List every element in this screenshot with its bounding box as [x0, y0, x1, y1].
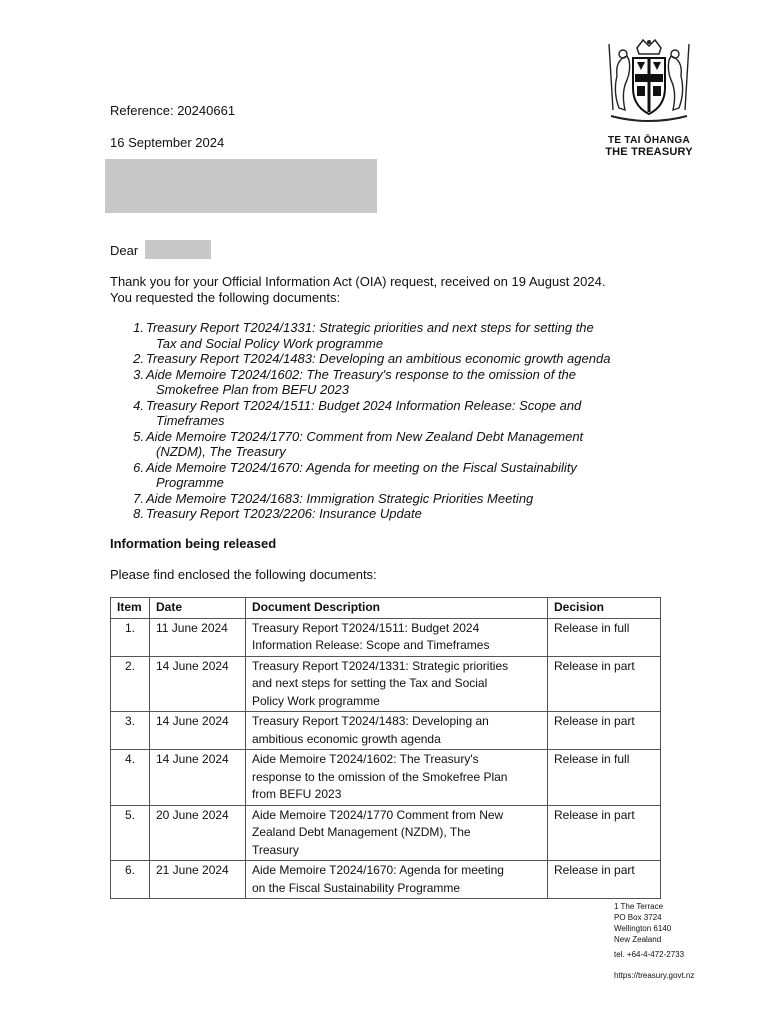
- desc-line: Treasury Report T2024/1511: Budget 2024: [252, 620, 480, 635]
- logo-maori-name: TE TAI ŌHANGA: [607, 135, 691, 146]
- cell-description: [246, 750, 548, 806]
- table-header-row: [111, 598, 661, 619]
- list-text: Treasury Report T2023/2206: Insurance Update: [146, 506, 422, 521]
- reference-number: Reference: 20240661: [110, 103, 236, 118]
- column-header-description: Document Description: [246, 598, 548, 619]
- desc-line: Treasury Report T2024/1483: Developing an: [252, 714, 489, 728]
- cell-description: [246, 712, 548, 750]
- address-line: Wellington 6140: [614, 924, 672, 933]
- list-text: Aide Memoire T2024/1683: Immigration Strategic Priorities Meeting: [146, 490, 534, 506]
- list-text: Programme: [156, 475, 224, 490]
- list-item: [128, 367, 668, 398]
- table-row: [111, 618, 661, 656]
- desc-line: and next steps for setting the Tax and Social: [252, 676, 488, 690]
- cell-item: 5.: [111, 805, 150, 861]
- cell-decision: Release in part: [548, 861, 661, 899]
- list-text: Tax and Social Policy Work programme: [156, 335, 384, 351]
- cell-item: 3.: [111, 712, 150, 750]
- cell-item: 4.: [111, 750, 150, 806]
- list-item: [128, 460, 668, 491]
- cell-date: 14 June 2024: [150, 712, 246, 750]
- redacted-name: [145, 240, 211, 259]
- cell-description: [246, 861, 548, 899]
- address-line: New Zealand: [614, 935, 662, 944]
- intro-line-1: Thank you for your Official Information Act (OIA) request, received on 19 August 2024.: [110, 274, 606, 289]
- cell-description: [246, 618, 548, 656]
- column-header-decision: Decision: [548, 598, 661, 619]
- list-number: 8.: [133, 506, 144, 521]
- redacted-address: [105, 159, 377, 213]
- cell-date: 14 June 2024: [150, 750, 246, 806]
- list-text: Treasury Report T2024/1511: Budget 2024 Information Release: Scope and: [146, 397, 582, 413]
- list-number: 1.: [133, 320, 144, 335]
- list-number: 2.: [133, 351, 144, 366]
- desc-line: Policy Work programme: [252, 693, 380, 708]
- list-item: [128, 398, 668, 429]
- list-text: Timeframes: [156, 413, 225, 428]
- section-heading: Information being released: [110, 536, 277, 551]
- enclosed-intro: Please find enclosed the following documents:: [110, 567, 377, 582]
- list-item: [128, 320, 668, 351]
- list-text: Treasury Report T2024/1483: Developing an ambitious economic growth agenda: [146, 351, 611, 366]
- list-text: Aide Memoire T2024/1670: Agenda for meeting on the Fiscal Sustainability: [146, 459, 577, 475]
- desc-line: Information Release: Scope and Timeframes: [252, 638, 490, 652]
- list-text: Aide Memoire T2024/1770: Comment from New Zealand Debt Management: [146, 428, 584, 444]
- table-row: [111, 805, 661, 861]
- coat-of-arms-icon: [597, 36, 701, 128]
- desc-line: from BEFU 2023: [252, 787, 342, 801]
- cell-item: 1.: [111, 618, 150, 656]
- table-row: [111, 861, 661, 899]
- list-number: 4.: [133, 397, 144, 413]
- desc-line: ambitious economic growth agenda: [252, 731, 441, 746]
- cell-date: 21 June 2024: [150, 861, 246, 899]
- footer-address: [614, 901, 694, 981]
- cell-item: 6.: [111, 861, 150, 899]
- desc-line: Aide Memoire T2024/1602: The Treasury's: [252, 752, 479, 766]
- column-header-date: Date: [150, 598, 246, 619]
- cell-decision: Release in part: [548, 805, 661, 861]
- website-link[interactable]: https://treasury.govt.nz: [614, 971, 695, 980]
- table-row: [111, 750, 661, 806]
- telephone: tel. +64-4-472-2733: [614, 950, 685, 959]
- table-row: [111, 712, 661, 750]
- cell-decision: Release in full: [548, 618, 661, 656]
- address-line: 1 The Terrace: [614, 902, 664, 911]
- list-text: Smokefree Plan from BEFU 2023: [156, 382, 349, 397]
- desc-line: Treasury Report T2024/1331: Strategic priorities: [252, 658, 509, 673]
- cell-item: 2.: [111, 656, 150, 712]
- intro-line-2: You requested the following documents:: [110, 290, 341, 305]
- desc-line: response to the omission of the Smokefree Plan: [252, 769, 508, 784]
- cell-description: [246, 805, 548, 861]
- desc-line: Zealand Debt Management (NZDM), The: [252, 825, 471, 839]
- requested-documents-list: [128, 320, 668, 522]
- desc-line: Aide Memoire T2024/1670: Agenda for meeting: [252, 863, 504, 877]
- letter-date: 16 September 2024: [110, 135, 225, 150]
- list-number: 6.: [133, 459, 144, 475]
- cell-date: 14 June 2024: [150, 656, 246, 712]
- salutation: Dear: [110, 243, 139, 258]
- table-row: [111, 656, 661, 712]
- list-item: [128, 506, 668, 522]
- cell-decision: Release in part: [548, 656, 661, 712]
- desc-line: on the Fiscal Sustainability Programme: [252, 880, 461, 895]
- cell-date: 20 June 2024: [150, 805, 246, 861]
- cell-decision: Release in part: [548, 712, 661, 750]
- list-number: 3.: [133, 366, 144, 382]
- desc-line: Treasury: [252, 842, 299, 857]
- list-text: Aide Memoire T2024/1602: The Treasury's response to the omission of the: [146, 366, 577, 382]
- list-text: (NZDM), The Treasury: [156, 444, 286, 459]
- documents-table: [110, 597, 661, 899]
- desc-line: Aide Memoire T2024/1770 Comment from New: [252, 807, 504, 822]
- list-item: [128, 429, 668, 460]
- logo-english-name: THE TREASURY: [605, 146, 693, 158]
- column-header-item: Item: [111, 598, 150, 619]
- list-text: Treasury Report T2024/1331: Strategic priorities and next steps for setting the: [146, 320, 594, 335]
- cell-description: [246, 656, 548, 712]
- list-number: 5.: [133, 428, 144, 444]
- treasury-logo: [590, 36, 708, 158]
- cell-decision: Release in full: [548, 750, 661, 806]
- cell-date: 11 June 2024: [150, 618, 246, 656]
- list-item: [128, 351, 668, 367]
- list-number: 7.: [133, 490, 144, 506]
- list-item: [128, 491, 668, 507]
- address-line: PO Box 3724: [614, 913, 662, 922]
